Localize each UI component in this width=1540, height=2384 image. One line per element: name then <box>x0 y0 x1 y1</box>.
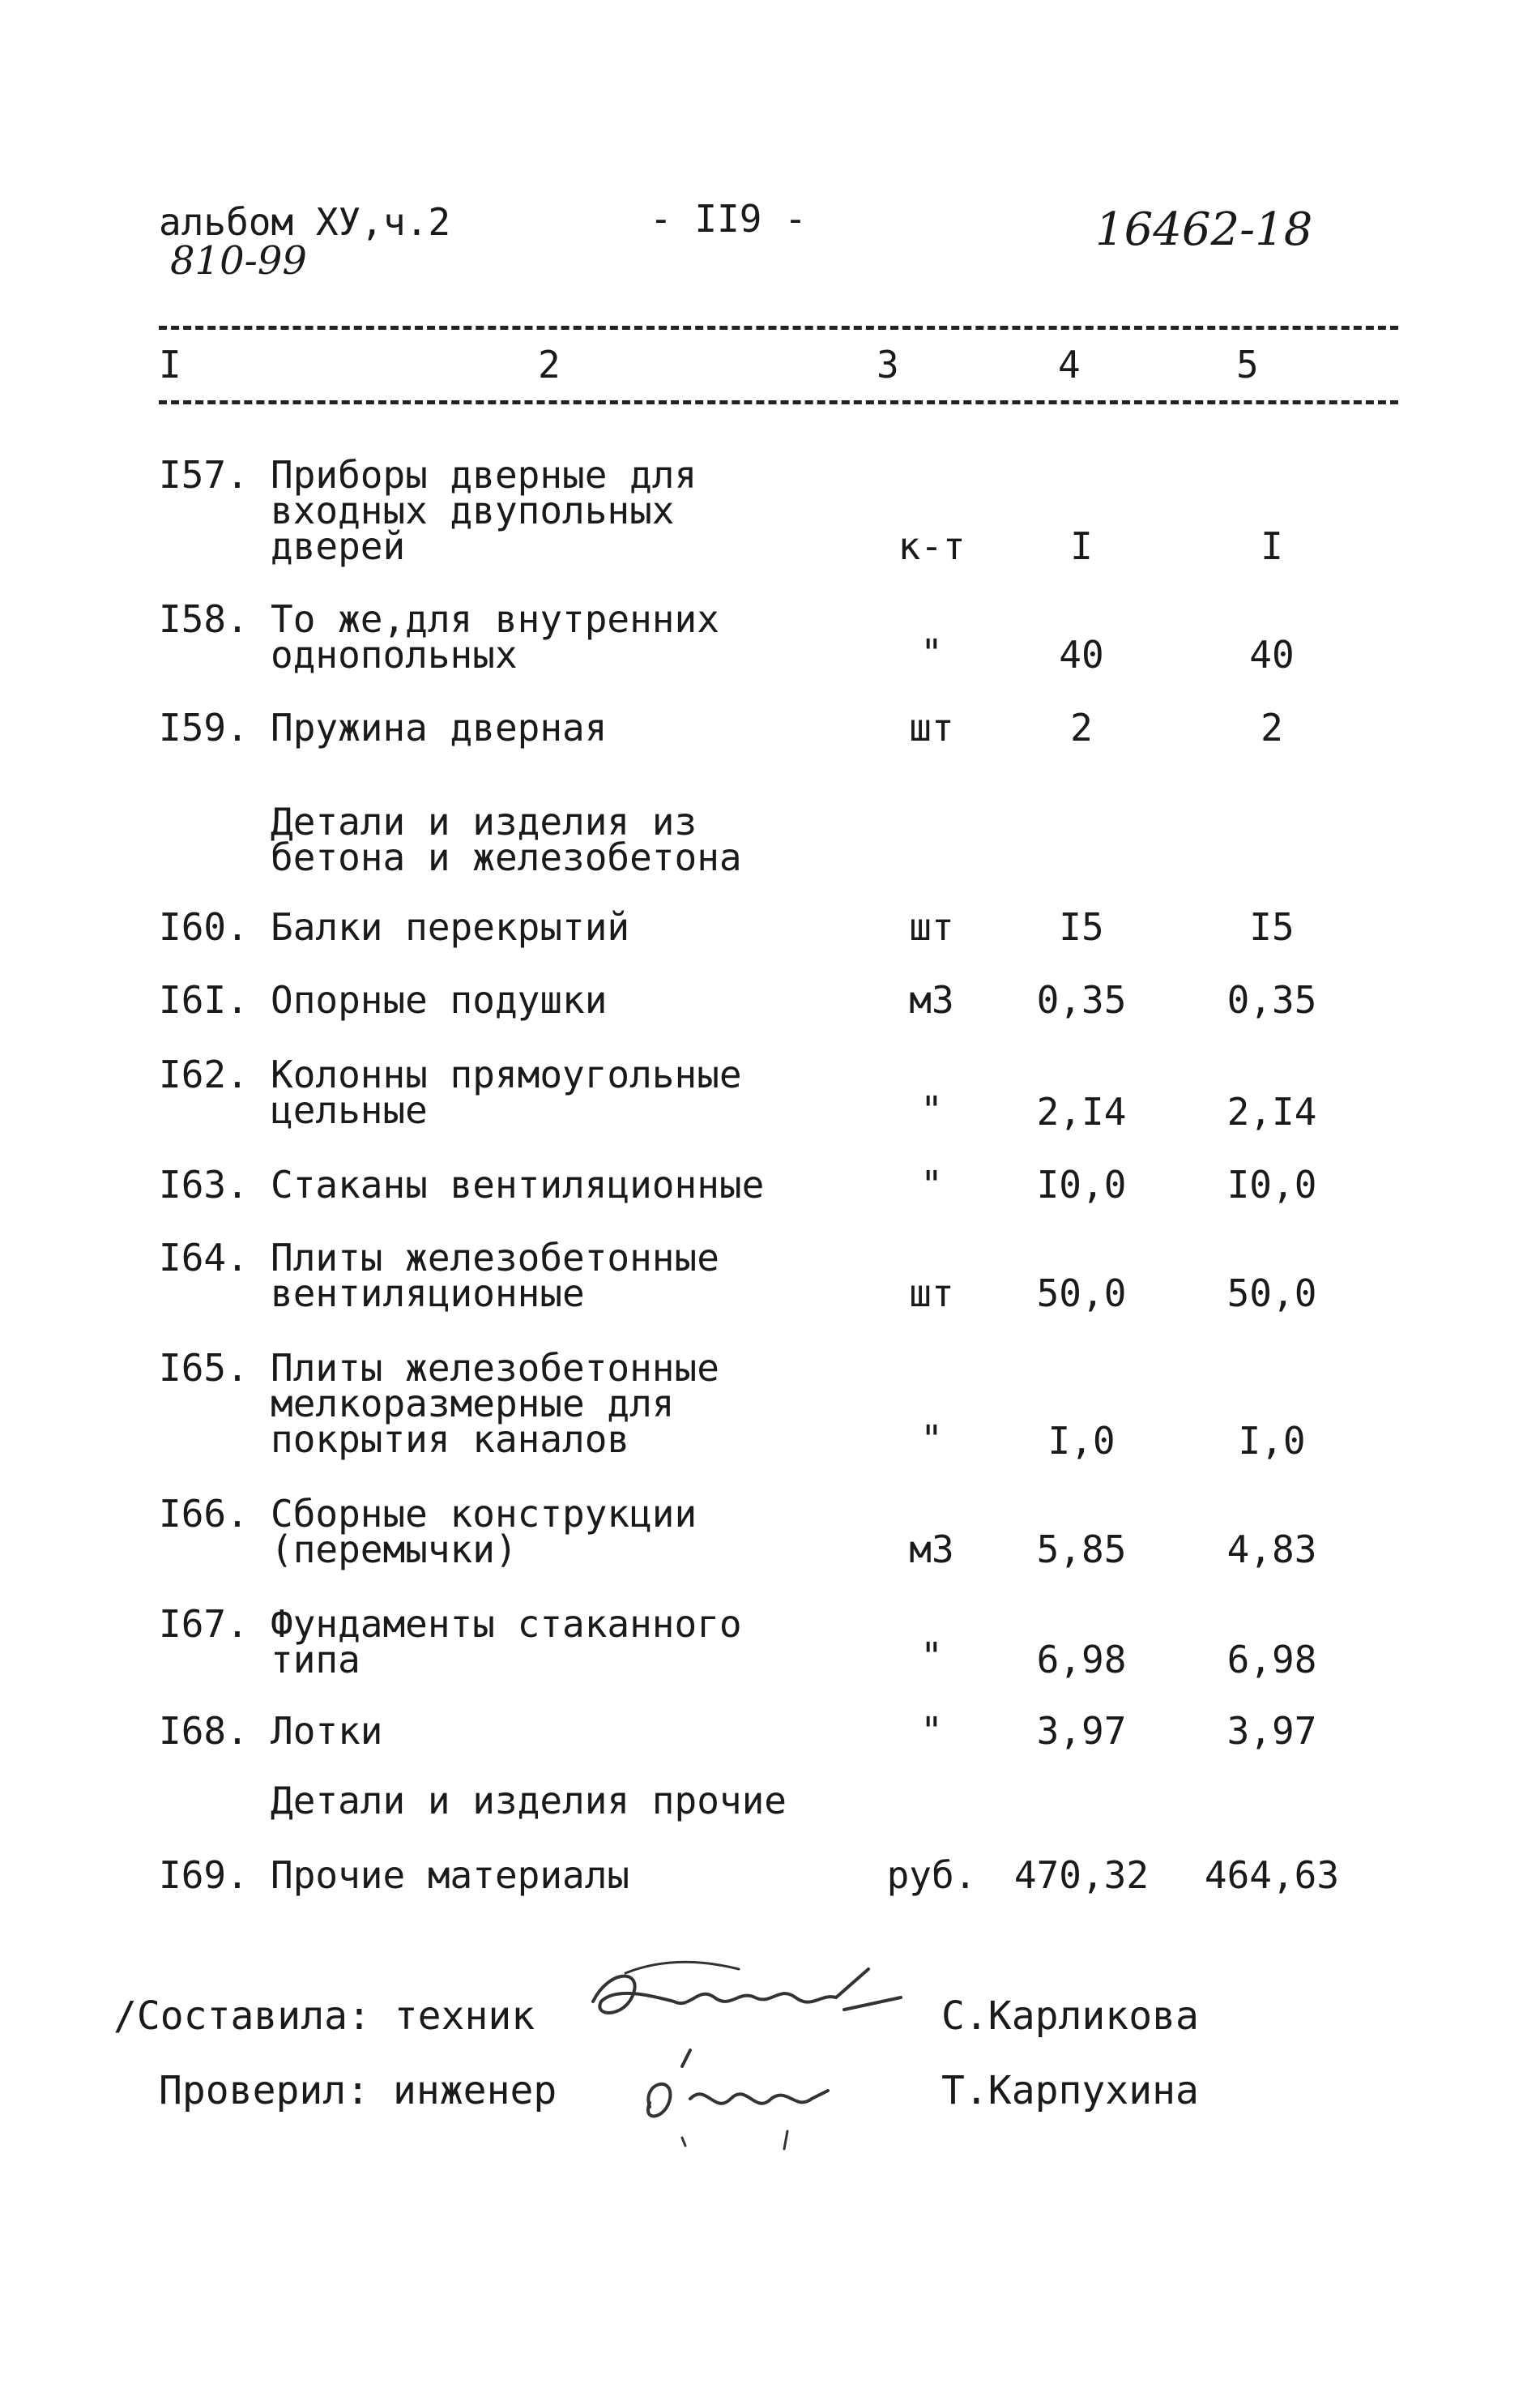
row-unit: шт <box>909 905 954 949</box>
row-number: I64. <box>159 1236 249 1280</box>
row-name: Прочие материалы <box>271 1853 630 1897</box>
row-unit: к-т <box>898 524 966 568</box>
row-name: Лотки <box>271 1709 383 1753</box>
row-name: Стаканы вентиляционные <box>271 1163 765 1207</box>
compiled-by-label: /Составила: техник <box>113 1993 535 2039</box>
row-unit: м3 <box>909 978 954 1022</box>
row-quantity-5: 40 <box>1249 633 1295 677</box>
row-number: I65. <box>159 1346 249 1390</box>
row-quantity-5: 4,83 <box>1226 1527 1317 1571</box>
row-quantity-4: 0,35 <box>1036 978 1127 1022</box>
row-number: I59. <box>159 706 249 750</box>
row-number: I67. <box>159 1602 249 1646</box>
document-code-handwritten: 16462-18 <box>1095 203 1313 256</box>
row-name: Балки перекрытий <box>271 905 630 949</box>
row-name: Сборные конструкции (перемычки) <box>271 1492 697 1571</box>
row-number: I68. <box>159 1709 249 1753</box>
checked-by-label: Проверил: инженер <box>159 2068 557 2113</box>
row-name: Опорные подушки <box>271 978 608 1022</box>
album-handwritten-note: 810-99 <box>170 238 307 284</box>
row-name: Плиты железобетонные мелкоразмерные для покрытия каналов <box>271 1346 719 1461</box>
row-unit: шт <box>909 706 954 750</box>
row-quantity-5: 464,63 <box>1204 1853 1340 1897</box>
row-number: I66. <box>159 1492 249 1536</box>
row-number: I57. <box>159 453 249 497</box>
row-unit: м3 <box>909 1527 954 1571</box>
column-header-1: I <box>159 343 181 387</box>
row-quantity-5: I <box>1261 524 1283 568</box>
row-quantity-5: 2 <box>1261 706 1283 750</box>
column-header-4: 4 <box>1058 343 1081 387</box>
row-quantity-5: I,0 <box>1238 1419 1306 1463</box>
album-label: альбом ХУ,ч.2 <box>159 200 451 244</box>
row-name: Фундаменты стаканного типа <box>271 1602 742 1681</box>
row-quantity-4: I5 <box>1059 905 1104 949</box>
compiled-by-name: С.Карликова <box>941 1993 1199 2039</box>
row-unit: шт <box>909 1271 954 1315</box>
row-quantity-4: 50,0 <box>1036 1271 1127 1315</box>
row-unit: " <box>920 1417 943 1461</box>
row-quantity-5: I5 <box>1249 905 1295 949</box>
row-name: Колонны прямоугольные цельные <box>271 1053 742 1132</box>
row-number: I62. <box>159 1053 249 1096</box>
row-quantity-4: 5,85 <box>1036 1527 1127 1571</box>
row-quantity-4: 2 <box>1070 706 1093 750</box>
row-unit: " <box>920 1709 943 1753</box>
row-quantity-4: 470,32 <box>1013 1853 1150 1897</box>
header-rule-bottom <box>159 400 1398 404</box>
row-quantity-4: 6,98 <box>1036 1638 1127 1681</box>
row-number: I58. <box>159 597 249 641</box>
row-quantity-5: 6,98 <box>1226 1638 1317 1681</box>
row-quantity-5: I0,0 <box>1226 1163 1317 1207</box>
row-name: Приборы дверные для входных двупольных дверей <box>271 453 697 568</box>
row-quantity-4: I0,0 <box>1036 1163 1127 1207</box>
row-number: I60. <box>159 905 249 949</box>
page-number: - II9 - <box>650 197 807 241</box>
row-quantity-5: 2,I4 <box>1226 1090 1317 1134</box>
column-header-5: 5 <box>1236 343 1259 387</box>
row-quantity-5: 0,35 <box>1226 978 1317 1022</box>
checked-by-name: Т.Карпухина <box>941 2068 1199 2113</box>
compiled-by-signature <box>577 1953 917 2047</box>
column-header-3: 3 <box>877 343 899 387</box>
row-quantity-5: 3,97 <box>1226 1709 1317 1753</box>
checked-by-signature <box>625 2042 868 2160</box>
row-unit: руб. <box>886 1853 977 1897</box>
row-name: То же,для внутренних однопольных <box>271 597 719 677</box>
row-quantity-4: 2,I4 <box>1036 1090 1127 1134</box>
row-quantity-5: 50,0 <box>1226 1271 1317 1315</box>
row-unit: " <box>920 631 943 675</box>
column-header-2: 2 <box>538 343 561 387</box>
row-name: Плиты железобетонные вентиляционные <box>271 1236 719 1315</box>
row-unit: " <box>920 1634 943 1678</box>
row-quantity-4: 40 <box>1059 633 1104 677</box>
row-name: Пружина дверная <box>271 706 608 750</box>
row-unit: " <box>920 1163 943 1207</box>
row-unit: " <box>920 1088 943 1132</box>
header-rule-top <box>159 326 1398 330</box>
row-number: I6I. <box>159 978 249 1022</box>
row-number: I69. <box>159 1853 249 1897</box>
row-quantity-4: 3,97 <box>1036 1709 1127 1753</box>
row-quantity-4: I <box>1070 524 1093 568</box>
row-number: I63. <box>159 1163 249 1207</box>
row-quantity-4: I,0 <box>1047 1419 1116 1463</box>
